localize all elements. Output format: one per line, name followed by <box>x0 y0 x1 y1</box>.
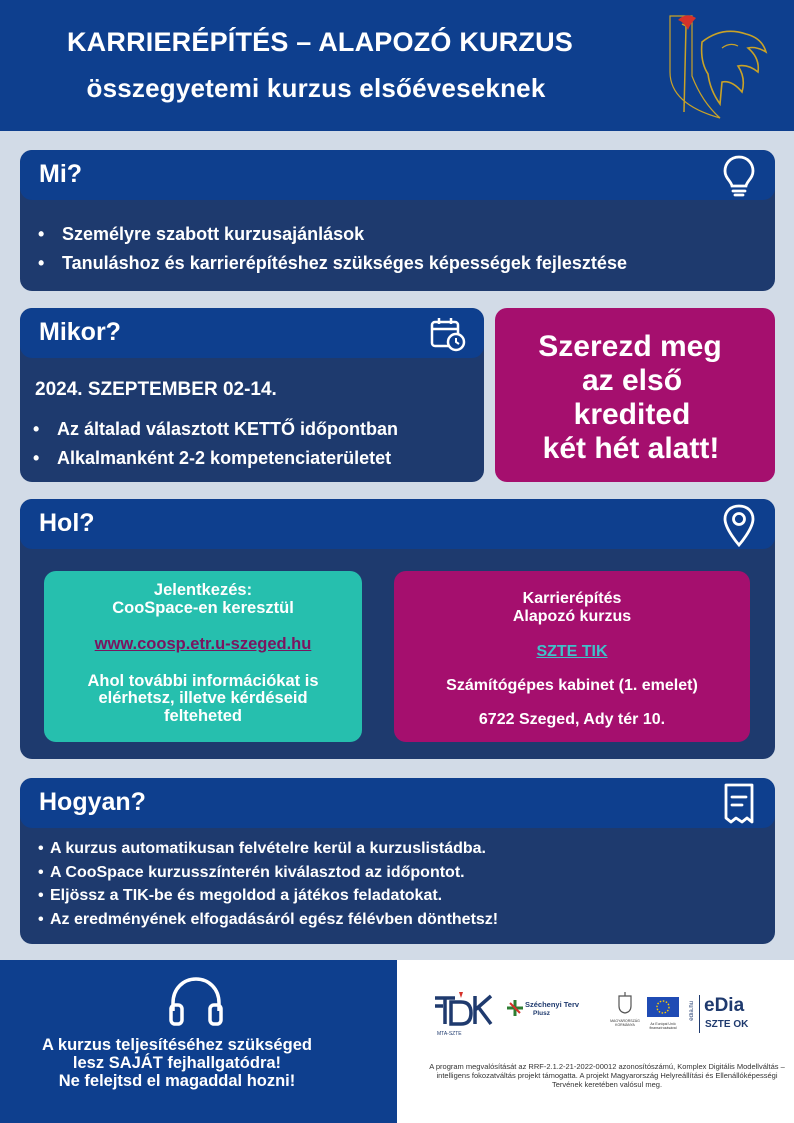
info-text: elérhetsz, illetve kérdéseid <box>98 689 308 707</box>
page-subtitle: összegyetemi kurzus elsőéveseknek <box>86 73 546 103</box>
sponsor-logos <box>397 960 794 1123</box>
location-pin-icon <box>722 503 756 547</box>
promo-line: Szerezd meg <box>538 330 722 363</box>
info-text: felteheted <box>164 706 242 725</box>
dk-logo <box>433 992 495 1040</box>
edia-text: eDia <box>704 995 745 1016</box>
what-list <box>38 220 627 278</box>
list-item: • Az általad választott KETTŐ időpontban <box>33 419 399 439</box>
szechenyi-plus-text: Plusz <box>533 1010 550 1017</box>
eu-flag-icon <box>647 997 679 1017</box>
notice-line: Ne felejtsd el magaddal hozni! <box>58 1072 296 1090</box>
location-box <box>394 571 750 742</box>
event-date: 2024. SZEPTEMBER 02-14. <box>35 379 277 400</box>
szechenyi-icon <box>507 1000 523 1016</box>
what-card <box>20 150 775 291</box>
when-header <box>20 308 484 358</box>
calendar-clock-icon <box>430 316 466 352</box>
receipt-icon <box>723 782 755 826</box>
coat-of-arms-icon <box>617 992 633 1014</box>
szechenyi-logo <box>507 1000 597 1030</box>
when-title: Mikor? <box>39 318 121 346</box>
what-title: Mi? <box>39 160 83 188</box>
list-item: • Alkalmanként 2-2 kompetenciaterületet <box>33 448 392 468</box>
where-title: Hol? <box>39 509 95 537</box>
government-logo <box>605 992 645 1032</box>
what-header <box>20 150 775 200</box>
list-item: • Személyre szabott kurzusajánlások <box>38 224 365 244</box>
how-card <box>20 778 775 944</box>
headphones-icon <box>167 975 225 1027</box>
course-name: Karrierépítés <box>522 590 622 607</box>
notice-line: lesz SAJÁT fejhallgatódra! <box>72 1054 282 1072</box>
how-header <box>20 778 775 828</box>
notice-line: A kurzus teljesítéséhez szükséged <box>42 1036 312 1054</box>
eu-logo <box>643 997 683 1037</box>
where-header <box>20 499 775 549</box>
dk-logo-icon <box>433 992 495 1026</box>
header-banner <box>0 0 794 131</box>
where-card <box>20 499 775 759</box>
szte-tik-link[interactable]: SZTE TIK <box>536 643 608 660</box>
edia-logo <box>689 995 761 1035</box>
funding-notice: A program megvalósítását az RRF-2.1.2-21-2022-00012 azonosítószámú, Komplex Digitális Modellváltás – intelligens fokozatváltás projekt támogatta. A projekt Magyarország Helyreállítási és Ellenállóképességi Tervének keretében valósul meg. <box>429 1062 785 1089</box>
university-logo-icon <box>662 12 780 120</box>
room-text: Számítógépes kabinet (1. emelet) <box>446 677 698 694</box>
when-list <box>33 415 398 473</box>
lightbulb-icon <box>722 154 756 198</box>
szechenyi-text: Széchenyi Terv <box>525 1000 580 1009</box>
list-item: • Eljössz a TIK-be és megoldod a játékos feladatokat. <box>38 887 443 904</box>
how-title: Hogyan? <box>39 788 146 816</box>
headphones-notice <box>0 960 397 1123</box>
government-text: MAGYARORSZÁG KORMÁNYA <box>610 1019 640 1027</box>
course-name: Alapozó kurzus <box>512 608 632 625</box>
dk-caption: MTA-SZTE <box>437 1031 462 1037</box>
promo-line: két hét alatt! <box>542 432 720 465</box>
promo-line: az első <box>581 364 683 397</box>
eu-text: Az Európai Unió finanszírozásával <box>649 1022 677 1030</box>
edia-url: edia.hu <box>689 1001 695 1021</box>
page-title: KARRIERÉPÍTÉS – ALAPOZÓ KURZUS <box>66 27 574 57</box>
list-item: • A kurzus automatikusan felvételre kerül a kurzuslistádba. <box>38 840 486 857</box>
edia-subtext: SZTE OK <box>705 1019 749 1030</box>
address-text: 6722 Szeged, Ady tér 10. <box>478 711 666 728</box>
info-text: Ahol további információkat is <box>87 671 319 690</box>
registration-box <box>44 571 362 742</box>
promo-line: kredited <box>573 398 691 431</box>
registration-method: CooSpace-en keresztül <box>112 598 294 617</box>
when-card <box>20 308 484 482</box>
coospace-link[interactable]: www.coosp.etr.u-szeged.hu <box>94 635 312 653</box>
list-item: • A CooSpace kurzusszínterén kiválasztod az időpontot. <box>38 863 465 881</box>
credit-promo <box>495 308 775 482</box>
list-item: • Az eredményének elfogadásáról egész félévben dönthetsz! <box>38 910 499 928</box>
how-list <box>38 837 498 931</box>
list-item: • Tanuláshoz és karrierépítéshez szükséges képességek fejlesztése <box>38 253 627 273</box>
registration-label: Jelentkezés: <box>153 581 253 599</box>
